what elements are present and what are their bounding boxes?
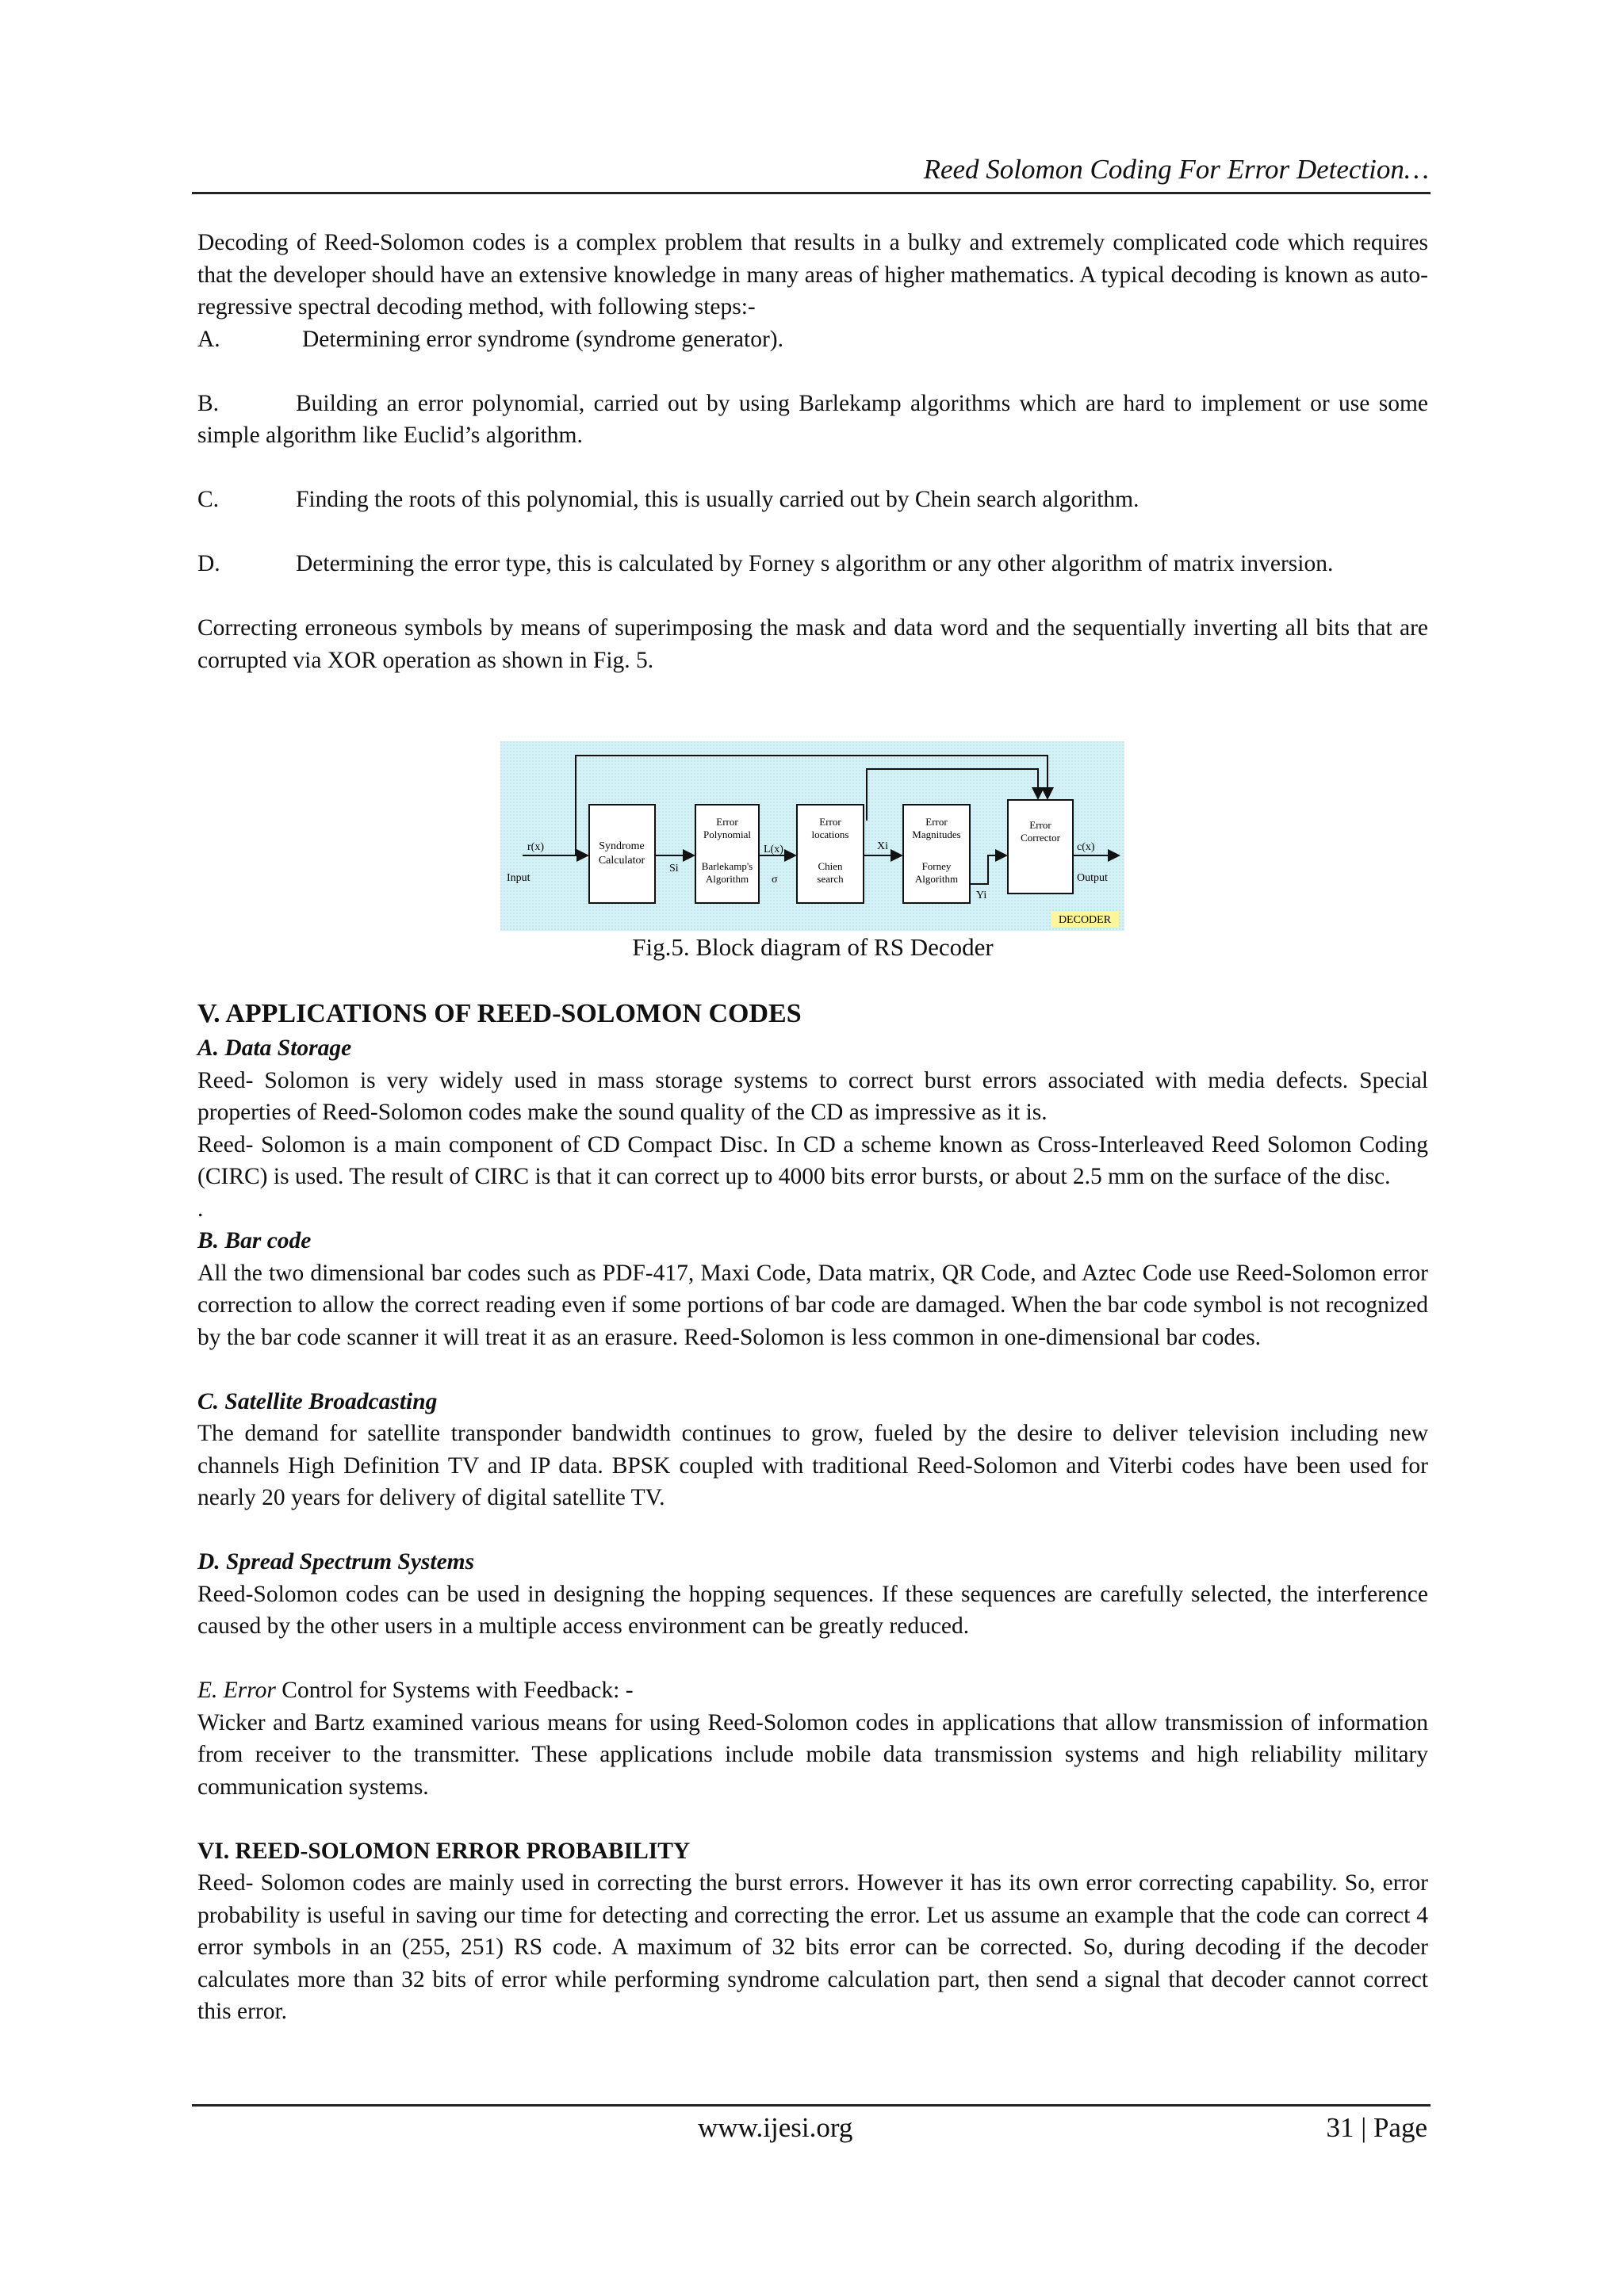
yi-label: Yi [976, 890, 987, 901]
error-corrector-block [1008, 800, 1073, 894]
section-6-title: VI. REED-SOLOMON ERROR PROBABILITY [197, 1838, 691, 1864]
poly-line-1: Error [716, 816, 738, 828]
xi-label: Xi [877, 840, 888, 852]
loc-line-3: Chien [818, 860, 843, 872]
syndrome-line-2: Calculator [598, 855, 645, 867]
mag-line-1: Error [925, 816, 948, 828]
step-c [197, 484, 1428, 516]
mag-line-2: Magnitudes [912, 828, 961, 840]
corr-line-2: Corrector [1021, 832, 1060, 844]
loc-line-2: locations [811, 828, 849, 840]
intro-closing: Correcting erroneous symbols by means of superimposing the mask and data word and the sequentially inverting all bits that are corrupted via XOR operation as shown in Fig. 5. [197, 615, 1428, 673]
section-5-title: V. APPLICATIONS OF REED-SOLOMON CODES [197, 999, 802, 1028]
sigma-label: σ [772, 874, 778, 886]
stray-dot: . [197, 1196, 204, 1222]
rs-decoder-figure [500, 741, 1124, 931]
figure-caption: Fig.5. Block diagram of RS Decoder [632, 933, 994, 961]
output-label: Output [1077, 872, 1108, 884]
lx-label: L(x) [764, 844, 783, 855]
rs-decoder-diagram [500, 741, 1124, 931]
subsection-c-heading: C. Satellite Broadcasting [197, 1388, 438, 1414]
subsection-e-paragraph: Wicker and Bartz examined various means for using Reed-Solomon codes in applications that allow transmission of information from receiver to the transmitter. These applications include mobile data transmission systems and high reliability military communication systems. [197, 1709, 1428, 1800]
body-text-applications [197, 996, 1428, 2028]
step-c-letter: C. [197, 487, 220, 512]
si-label: Si [669, 863, 679, 874]
section-6-paragraph: Reed- Solomon codes are mainly used in correcting the burst errors. However it has its own error correcting capability. So, error probability is useful in saving our time for detecting and correcting the error. Let us assume an example that the code can correct 4 error symbols in an (255, 251) RS code. A maximum of 32 bits error can be corrected. So, during decoding if the decoder calculates more than 32 bits of error while performing syndrome calculation part, then send a signal that decoder cannot correct this error. [197, 1870, 1428, 2024]
body-text [197, 227, 1428, 676]
corr-line-1: Error [1029, 819, 1051, 831]
footer-url: www.ijesi.org [698, 2112, 853, 2143]
step-c-text: Finding the roots of this polynomial, this is usually carried out by Chein search algorithm. [296, 487, 1139, 512]
loc-line-1: Error [819, 816, 841, 828]
mag-line-3: Forney [921, 860, 952, 872]
subsection-b-heading: B. Bar code [197, 1228, 312, 1253]
poly-line-3: Barlekamp's [701, 860, 753, 872]
subsection-d-paragraph: Reed-Solomon codes can be used in designing the hopping sequences. If these sequences are carefully selected, the interference caused by the other users in a multiple access environment can be greatly reduced. [197, 1581, 1428, 1639]
syndrome-line-1: Syndrome [599, 840, 645, 852]
subsection-e-heading-italic: E. Error [197, 1678, 276, 1703]
subsection-b-paragraph: All the two dimensional bar codes such as PDF-417, Maxi Code, Data matrix, QR Code, and Aztec Code use Reed-Solomon error correction to allow the correct reading even if some portions of bar code are damaged. When the bar code symbol is not recognized by the bar code scanner it will treat it as an erasure. Reed-Solomon is less common in one-dimensional bar codes. [197, 1260, 1428, 1350]
footer-rule [192, 2104, 1431, 2107]
step-a-letter: A. [197, 326, 220, 352]
poly-line-4: Algorithm [705, 873, 749, 885]
syndrome-calculator-block [589, 805, 655, 903]
step-b [197, 388, 1428, 452]
loc-line-4: search [817, 873, 844, 885]
decoder-tag: DECODER [1058, 914, 1112, 926]
step-d-text: Determining the error type, this is calculated by Forney s algorithm or any other algorithm of matrix inversion. [296, 551, 1334, 576]
step-b-letter: B. [197, 390, 220, 416]
step-a-text: Determining error syndrome (syndrome generator). [302, 326, 783, 352]
subsection-a-paragraph-2: Reed- Solomon is a main component of CD Compact Disc. In CD a scheme known as Cross-Interleaved Reed Solomon Coding (CIRC) is used. The result of CIRC is that it can correct up to 4000 bits error bursts, or about 2.5 mm on the surface of the disc. [197, 1131, 1428, 1189]
poly-line-2: Polynomial [703, 828, 751, 840]
mag-line-4: Algorithm [914, 873, 959, 885]
subsection-d-heading: D. Spread Spectrum Systems [197, 1549, 475, 1575]
subsection-a-paragraph-1: Reed- Solomon is very widely used in mass storage systems to correct burst errors associated with media defects. Special properties of Reed-Solomon codes make the sound quality of the CD as impressive as it is. [197, 1067, 1428, 1125]
output-signal-label: c(x) [1077, 841, 1095, 853]
subsection-e-heading [197, 1674, 1428, 1707]
step-b-text: Building an error polynomial, carried out by using Barlekamp algorithms which are hard to implement or use some simple algorithm like Euclid’s algorithm. [197, 390, 1428, 448]
step-d [197, 548, 1428, 580]
subsection-a-heading: A. Data Storage [197, 1035, 352, 1061]
step-d-letter: D. [197, 551, 220, 576]
step-a [197, 323, 1428, 356]
intro-paragraph: Decoding of Reed-Solomon codes is a complex problem that results in a bulky and extremely complicated code which requires that the developer should have an extensive knowledge in many areas of higher mathematics. A typical decoding is known as auto-regressive spectral decoding method, with following steps:- [197, 230, 1428, 320]
input-signal-label: r(x) [527, 841, 544, 853]
header-rule [192, 192, 1431, 194]
subsection-c-paragraph: The demand for satellite transponder bandwidth continues to grow, fueled by the desire to deliver television including new channels High Definition TV and IP data. BPSK coupled with traditional Reed-Solomon and Viterbi codes have been used for nearly 20 years for delivery of digital satellite TV. [197, 1421, 1428, 1510]
running-header: Reed Solomon Coding For Error Detection… [923, 154, 1429, 185]
footer-page-number: 31 | Page [1326, 2112, 1427, 2143]
subsection-e-heading-rest: Control for Systems with Feedback: - [275, 1678, 634, 1703]
input-label: Input [507, 872, 530, 884]
